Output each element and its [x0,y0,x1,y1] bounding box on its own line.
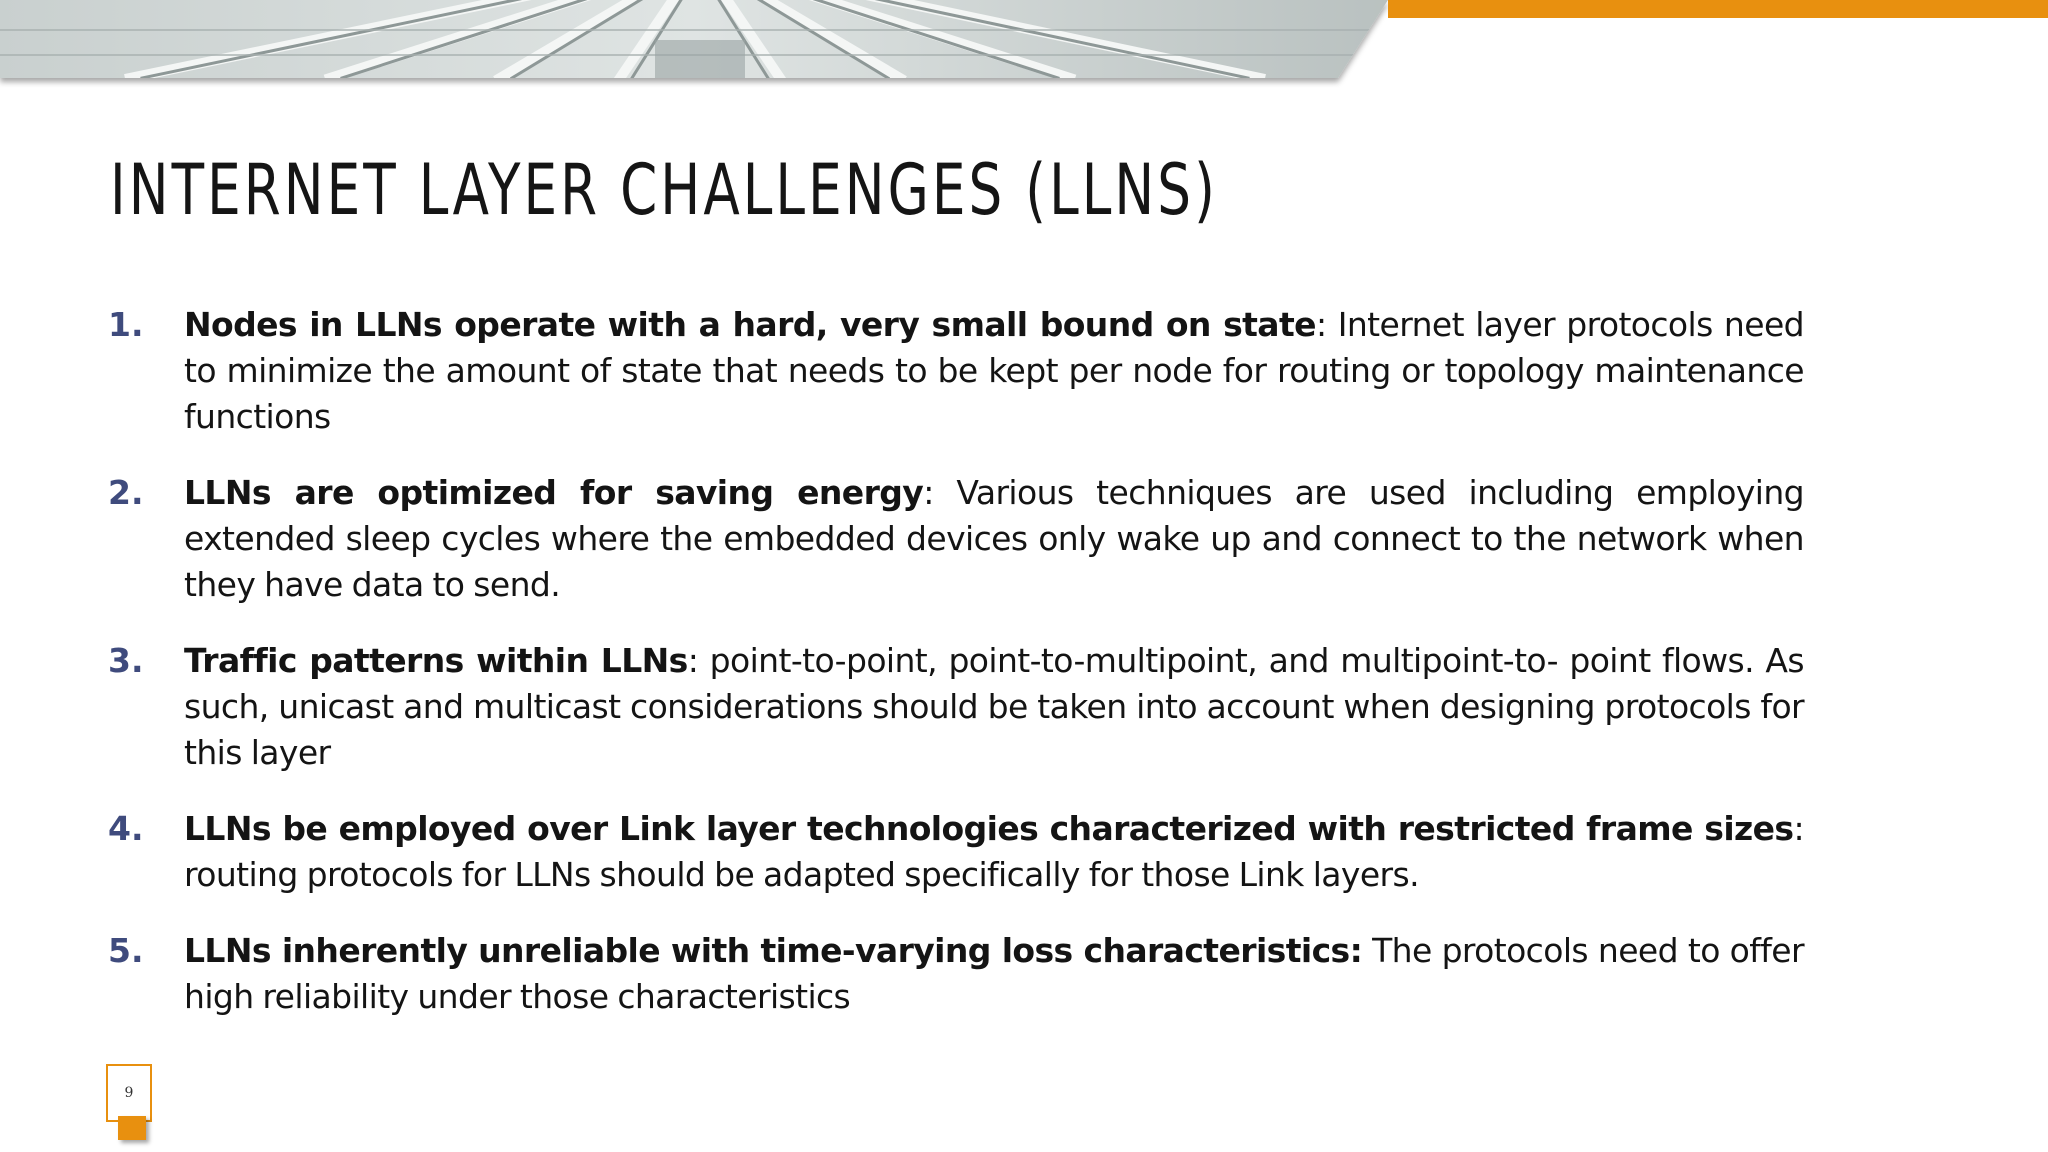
item-text: : point-to-point, point-to-multipoint, and multipoint-to- point flows. As such, unicast and multicast considerations should be taken into account when designing protocols for this layer [184,641,1804,772]
list-number: 3. [108,641,144,680]
item-heading: Nodes in LLNs operate with a hard, very small bound on state [184,305,1316,344]
list-number: 5. [108,931,144,970]
slide-number-text: 9 [124,1085,134,1101]
list-number: 4. [108,809,144,848]
list-item [104,928,1804,1020]
item-heading: LLNs are optimized for saving energy [184,473,924,512]
item-heading: LLNs be employed over Link layer technologies characterized with restricted frame sizes [184,809,1794,848]
item-heading: Traffic patterns within LLNs [184,641,688,680]
challenge-list [104,302,1804,1050]
list-item [104,806,1804,898]
item-heading: LLNs inherently unreliable with time-varying loss characteristics: [184,931,1363,970]
item-text: : Internet layer protocols need to minimize the amount of state that needs to be kept per node for routing or topology maintenance functions [184,305,1804,436]
list-item [104,470,1804,608]
item-text: : Various techniques are used including employing extended sleep cycles where the embedded devices only wake up and connect to the network when they have data to send. [184,473,1805,604]
list-item [104,638,1804,776]
list-item [104,302,1804,440]
list-number: 1. [108,305,144,344]
slide-title: INTERNET LAYER CHALLENGES (LLNS) [110,149,1218,231]
accent-bar [1388,0,2048,18]
item-text: : routing protocols for LLNs should be adapted specifically for those Link layers. [184,809,1804,894]
slide-number [106,1064,152,1122]
list-number: 2. [108,473,144,512]
item-text: The protocols need to offer high reliability under those characteristics [184,931,1804,1016]
header-architecture-image [0,0,1400,88]
slide-number-accent [118,1116,146,1140]
